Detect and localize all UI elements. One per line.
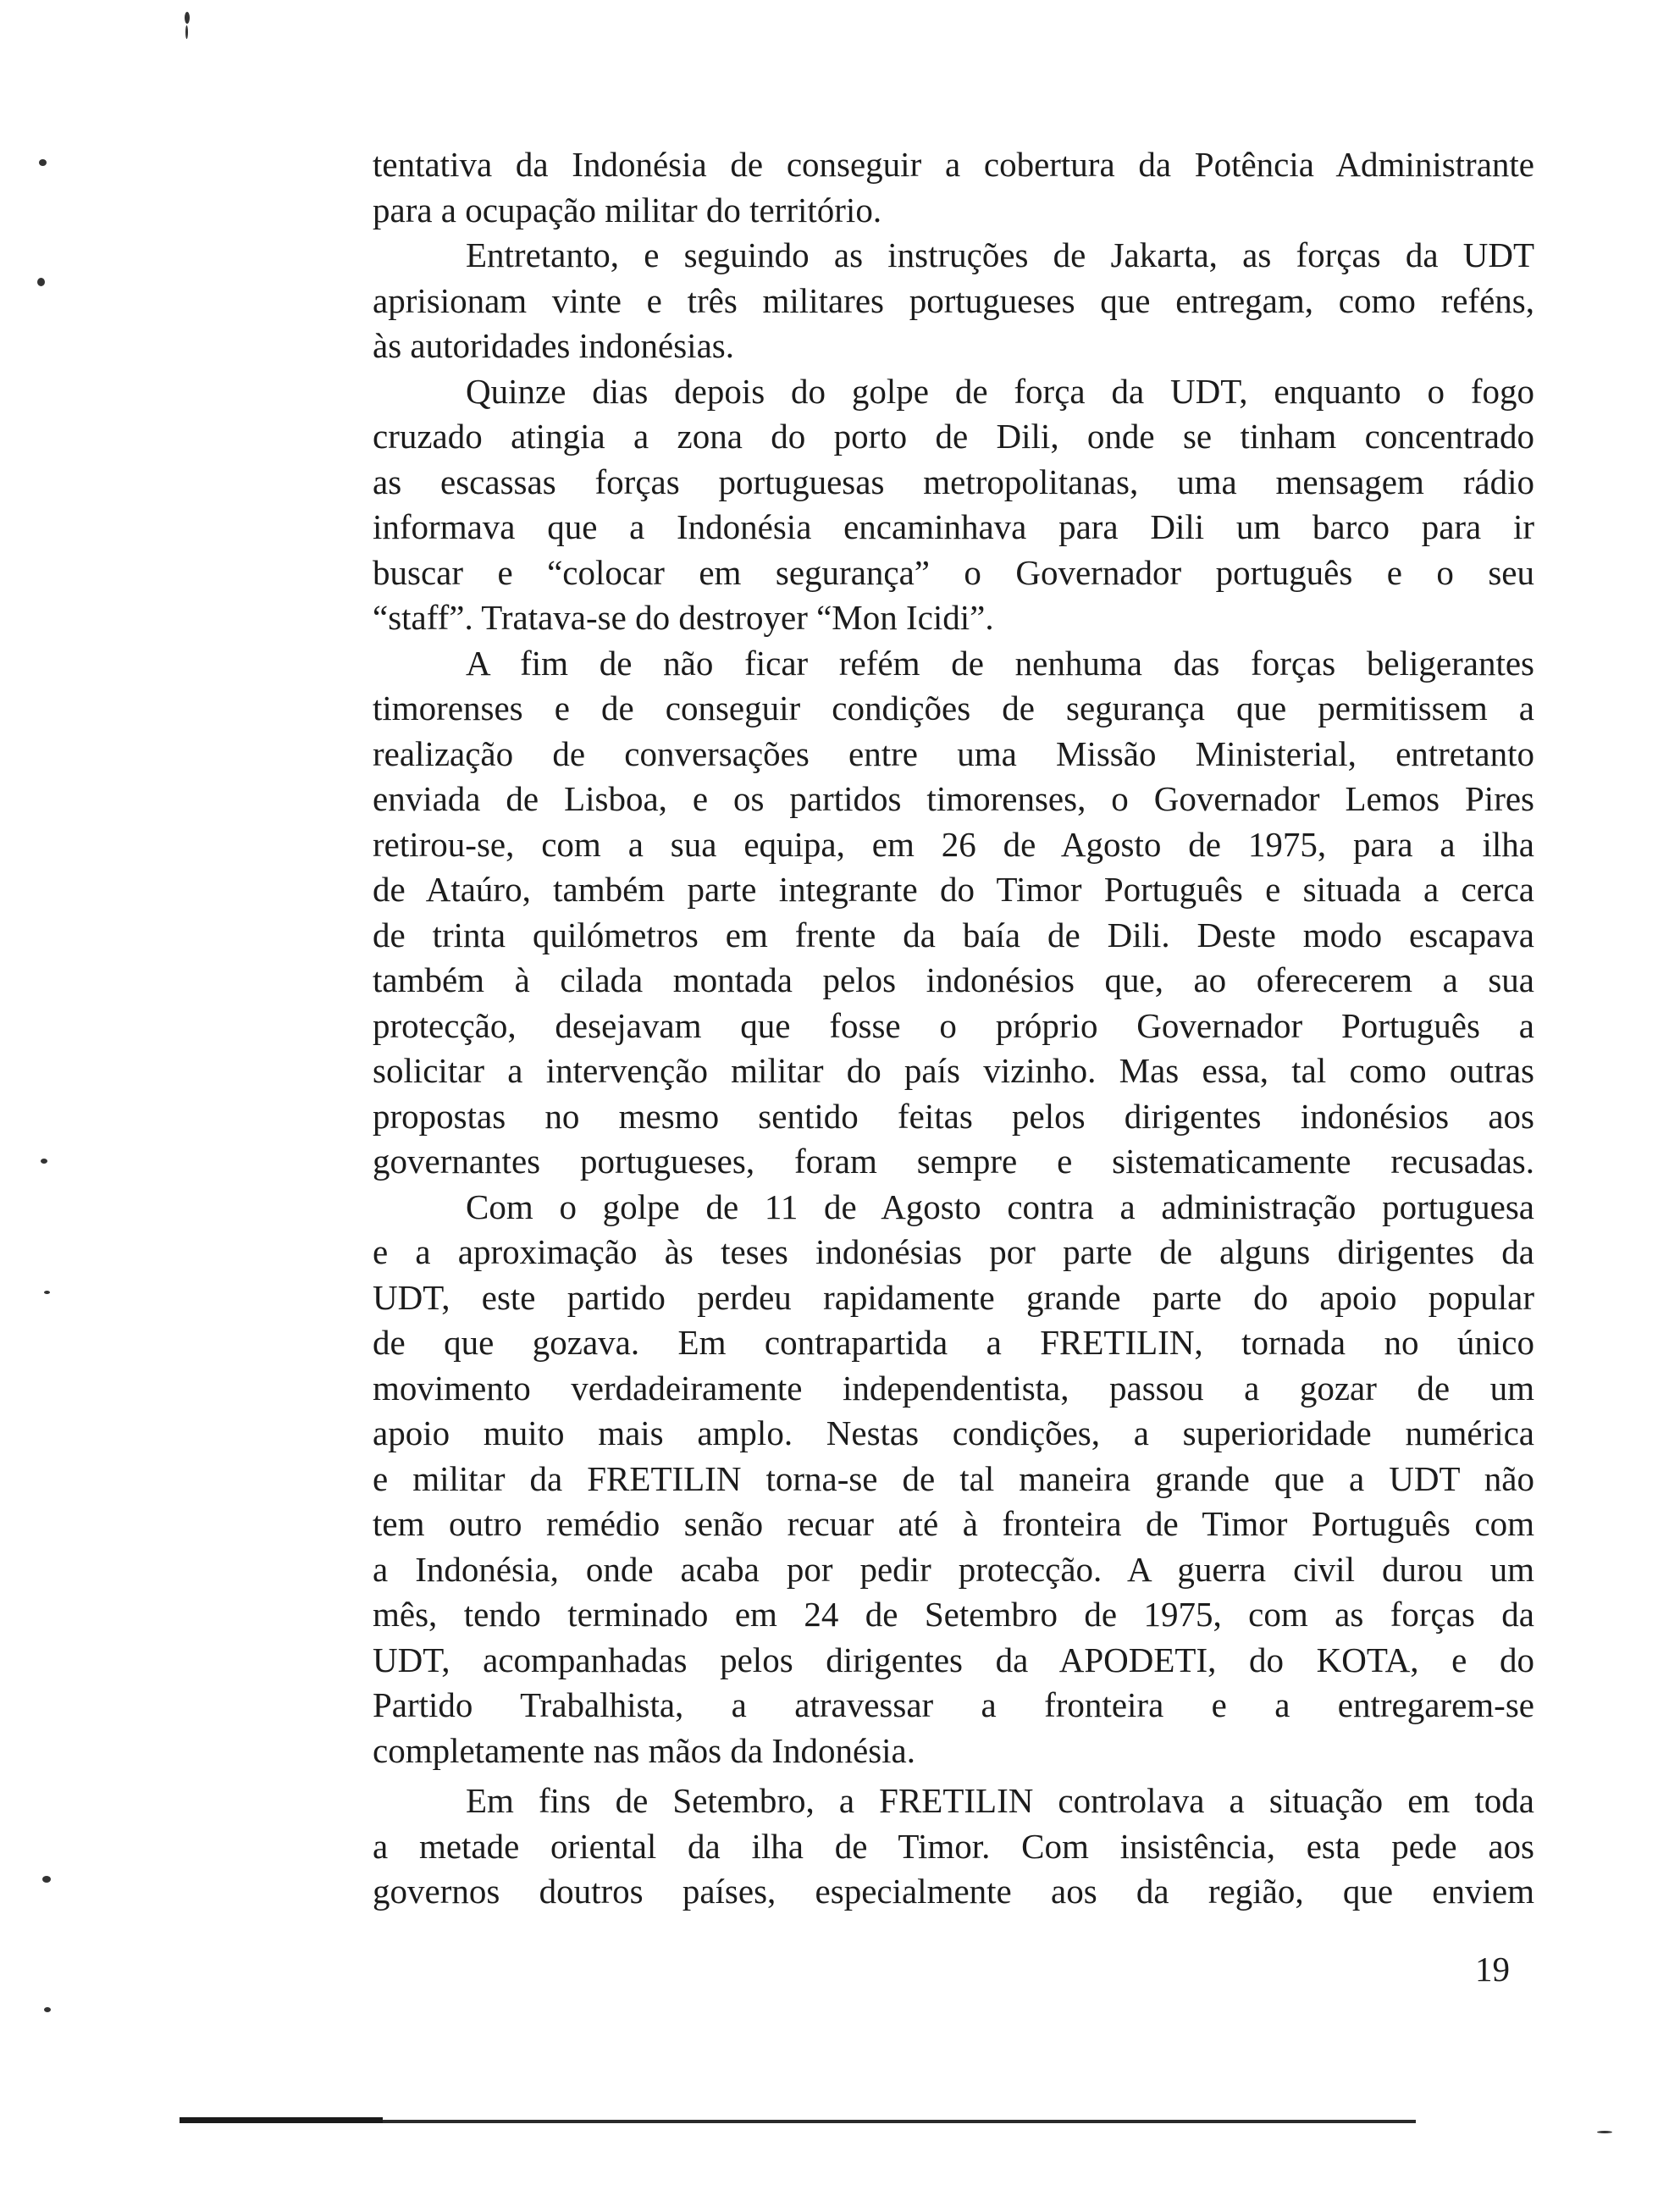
text-line: governos doutros países, especialmente aos da região, que enviem: [373, 1872, 1534, 1911]
text-line: protecção, desejavam que fosse o próprio Governador Português a: [373, 1005, 1534, 1045]
text-line: a metade oriental da ilha de Timor. Com insistência, esta pede aos: [373, 1826, 1534, 1866]
text-line: as escassas forças portuguesas metropolitanas, uma mensagem rádio: [373, 462, 1534, 501]
text-line: tentativa da Indonésia de conseguir a cobertura da Potência Administrante: [373, 145, 1534, 184]
text-line: propostas no mesmo sentido feitas pelos dirigentes indonésios aos: [373, 1096, 1534, 1136]
text-line: e a aproximação às teses indonésias por parte de alguns dirigentes da: [373, 1232, 1534, 1271]
text-line: aprisionam vinte e três militares portugueses que entregam, como reféns,: [373, 280, 1534, 320]
text-line: de trinta quilómetros em frente da baía de Dili. Deste modo escapava: [373, 915, 1534, 954]
scan-speck: [42, 1876, 51, 1883]
text-line: enviada de Lisboa, e os partidos timorenses, o Governador Lemos Pires: [373, 779, 1534, 818]
text-line: Partido Trabalhista, a atravessar a fronteira e a entregarem-se: [373, 1685, 1534, 1724]
text-line: retirou-se, com a sua equipa, em 26 de Agosto de 1975, para a ilha: [373, 824, 1534, 864]
paragraph: [373, 1185, 1534, 1774]
text-line: completamente nas mãos da Indonésia.: [373, 1730, 915, 1770]
scan-speck: [1597, 2131, 1612, 2133]
text-line: realização de conversações entre uma Missão Ministerial, entretanto: [373, 733, 1534, 773]
text-line: “staff”. Tratava-se do destroyer “Mon Icidi”.: [373, 598, 994, 637]
paragraph: [373, 142, 1534, 233]
paragraph: [373, 233, 1534, 369]
paragraph: [373, 369, 1534, 641]
text-line: informava que a Indonésia encaminhava para Dili um barco para ir: [373, 507, 1534, 546]
scan-speck: [37, 278, 45, 286]
scan-speck: [185, 12, 190, 24]
text-line: e militar da FRETILIN torna-se de tal maneira grande que a UDT não: [373, 1458, 1534, 1498]
scan-speck: [39, 159, 47, 166]
text-line: a Indonésia, onde acaba por pedir protecção. A guerra civil durou um: [373, 1549, 1534, 1589]
text-line: Em fins de Setembro, a FRETILIN controlava a situação em toda: [466, 1781, 1534, 1820]
text-line: para a ocupação militar do território.: [373, 190, 882, 230]
text-line: cruzado atingia a zona do porto de Dili, onde se tinham concentrado: [373, 417, 1534, 456]
text-line: mês, tendo terminado em 24 de Setembro de 1975, com as forças da: [373, 1595, 1534, 1634]
text-line: Entretanto, e seguindo as instruções de Jakarta, as forças da UDT: [466, 235, 1534, 274]
text-line: tem outro remédio senão recuar até à fronteira de Timor Português com: [373, 1504, 1534, 1543]
text-line: Com o golpe de 11 de Agosto contra a administração portuguesa: [466, 1187, 1534, 1226]
text-line: de Ataúro, também parte integrante do Timor Português e situada a cerca: [373, 870, 1534, 909]
text-line: solicitar a intervenção militar do país vizinho. Mas essa, tal como outras: [373, 1051, 1534, 1090]
text-line: movimento verdadeiramente independentista, passou a gozar de um: [373, 1368, 1534, 1408]
scan-speck: [185, 25, 188, 39]
page-number: 19: [1475, 1950, 1510, 1989]
scan-speck: [41, 1159, 47, 1164]
text-line: também à cilada montada pelos indonésios que, ao oferecerem a sua: [373, 960, 1534, 999]
text-line: timorenses e de conseguir condições de segurança que permitissem a: [373, 689, 1534, 727]
text-line: A fim de não ficar refém de nenhuma das forças beligerantes: [466, 643, 1534, 683]
text-line: governantes portugueses, foram sempre e sistematicamente recusadas.: [373, 1142, 1534, 1181]
text-line: apoio muito mais amplo. Nestas condições, a superioridade numérica: [373, 1413, 1534, 1452]
paragraph: [373, 641, 1534, 1185]
text-line: de que gozava. Em contrapartida a FRETILIN, tornada no único: [373, 1323, 1534, 1362]
text-line: Quinze dias depois do golpe de força da UDT, enquanto o fogo: [466, 371, 1534, 411]
scan-speck: [44, 1291, 50, 1294]
text-line: às autoridades indonésias.: [373, 326, 734, 365]
text-line: buscar e “colocar em segurança” o Governador português e o seu: [373, 552, 1534, 592]
bottom-rule: [180, 2120, 1416, 2123]
text-line: UDT, acompanhadas pelos dirigentes da APODETI, do KOTA, e do: [373, 1640, 1534, 1679]
text-line: UDT, este partido perdeu rapidamente grande parte do apoio popular: [373, 1277, 1534, 1317]
body-text: [373, 142, 1534, 1915]
paragraph: [373, 1778, 1534, 1915]
scan-speck: [44, 2007, 51, 2012]
